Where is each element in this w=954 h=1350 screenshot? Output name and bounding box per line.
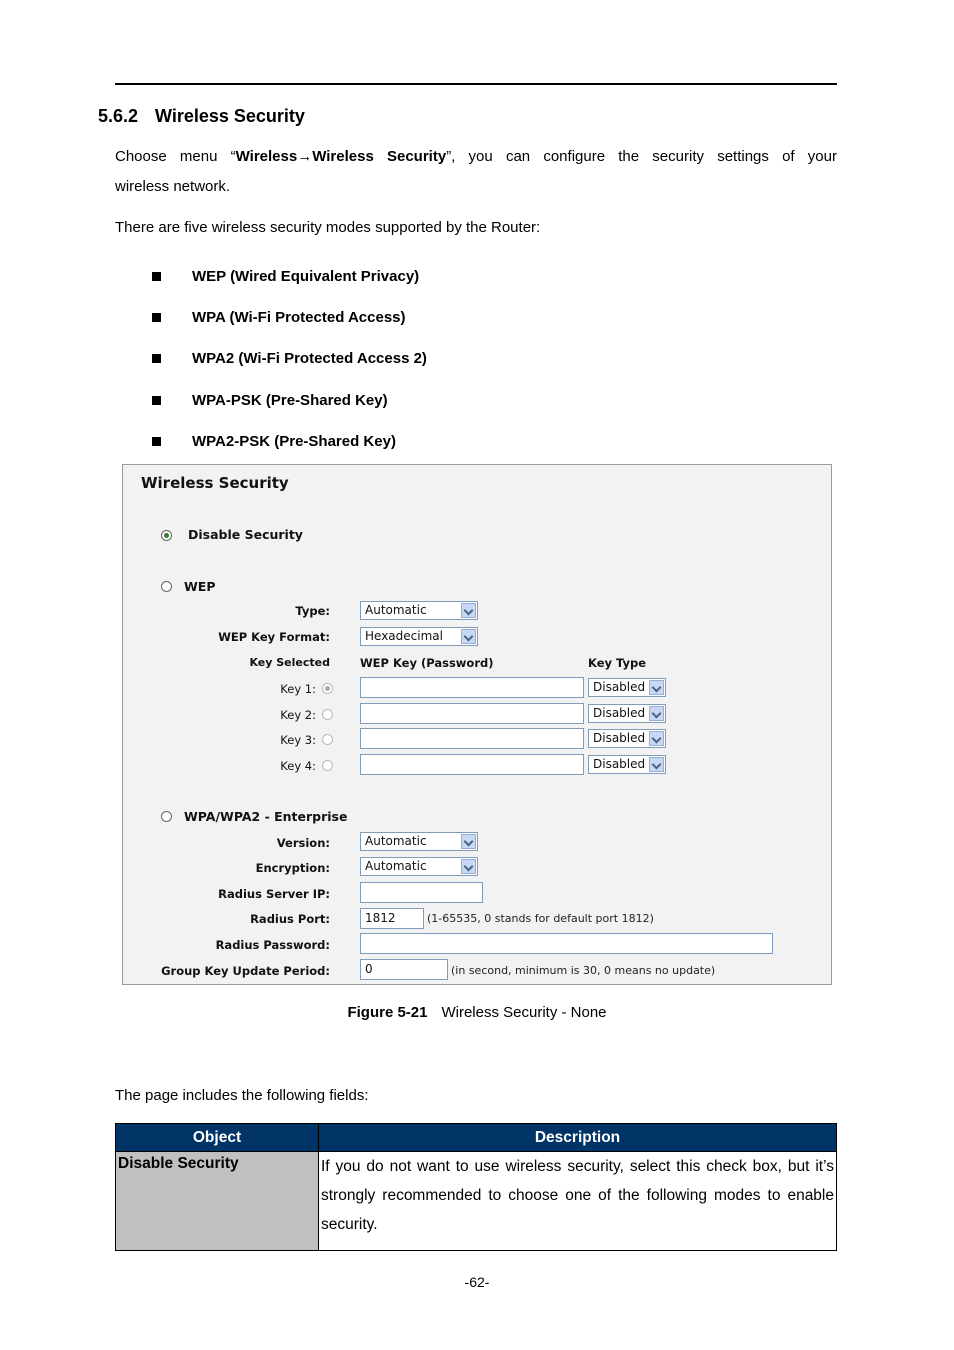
security-modes-list (152, 256, 427, 462)
table-cell-description: If you do not want to use wireless security, select this check box, but it’s strongly recommended to choose one of the following modes to enable security. (319, 1152, 837, 1251)
select-value: Disabled (593, 680, 646, 694)
key-type-column-header: Key Type (588, 656, 647, 670)
table-cell-object: Disable Security (116, 1152, 319, 1251)
chevron-down-icon[interactable] (649, 706, 664, 721)
key-selected-label: Key Selected (249, 656, 330, 669)
figure-number: Figure 5-21 (347, 1004, 428, 1021)
key-3-input[interactable] (360, 728, 584, 749)
select-value: Automatic (365, 834, 427, 848)
modes-intro: There are five wireless security modes supported by the Router: (115, 219, 541, 236)
select-value: Automatic (365, 603, 427, 617)
key-1-input[interactable] (360, 677, 584, 698)
menu-path-wireless-security: Wireless Security (312, 148, 447, 165)
key-2-input[interactable] (360, 703, 584, 724)
select-value: Disabled (593, 706, 646, 720)
wpa-enterprise-label: WPA/WPA2 - Enterprise (184, 809, 348, 824)
fields-intro: The page includes the following fields: (115, 1087, 369, 1104)
group-key-update-label: Group Key Update Period: (161, 964, 330, 978)
key-1-label: Key 1: (280, 682, 316, 696)
key-3-label: Key 3: (280, 733, 316, 747)
encryption-label: Encryption: (255, 861, 330, 875)
table-row (116, 1152, 837, 1251)
key-1-radio[interactable] (322, 683, 333, 694)
key-4-radio[interactable] (322, 760, 333, 771)
list-item (152, 338, 427, 379)
mode-label: WPA2 (Wi-Fi Protected Access 2) (192, 350, 427, 368)
fields-table (115, 1123, 837, 1251)
figure-caption-text: Wireless Security - None (441, 1004, 607, 1021)
figure-caption (0, 1004, 954, 1021)
page-number: -62- (464, 1274, 490, 1290)
wep-type-label: Type: (295, 604, 330, 618)
wireless-security-screenshot (122, 464, 832, 985)
wpa-enterprise-radio[interactable] (161, 811, 172, 822)
key-2-type-select[interactable] (588, 704, 666, 723)
key-3-type-select[interactable] (588, 729, 666, 748)
version-select[interactable] (360, 832, 478, 851)
key-3-radio[interactable] (322, 734, 333, 745)
radius-server-ip-label: Radius Server IP: (218, 887, 330, 901)
list-item (152, 256, 427, 297)
square-bullet-icon (152, 396, 161, 405)
wep-key-column-header: WEP Key (Password) (360, 656, 494, 670)
intro-text: Choose menu “ (115, 148, 236, 165)
radius-port-hint: (1-65535, 0 stands for default port 1812) (427, 912, 654, 925)
key-2-radio[interactable] (322, 709, 333, 720)
intro-paragraph (115, 142, 837, 172)
section-heading (98, 106, 305, 127)
radius-port-label: Radius Port: (250, 912, 330, 926)
version-label: Version: (276, 836, 330, 850)
select-value: Disabled (593, 731, 646, 745)
wep-key-format-label: WEP Key Format: (218, 630, 330, 644)
select-value: Automatic (365, 859, 427, 873)
key-4-label: Key 4: (280, 759, 316, 773)
table-header-description: Description (319, 1124, 837, 1152)
chevron-down-icon[interactable] (649, 757, 664, 772)
table-header-object: Object (116, 1124, 319, 1152)
radius-password-label: Radius Password: (215, 938, 330, 952)
mode-label: WPA2-PSK (Pre-Shared Key) (192, 432, 396, 450)
select-value: Disabled (593, 757, 646, 771)
disable-security-label: Disable Security (188, 527, 303, 542)
square-bullet-icon (152, 437, 161, 446)
square-bullet-icon (152, 313, 161, 322)
chevron-down-icon[interactable] (461, 859, 476, 874)
radius-port-input[interactable]: 1812 (360, 908, 424, 929)
menu-path-wireless: Wireless (235, 148, 298, 165)
wep-label: WEP (184, 579, 216, 594)
list-item (152, 421, 427, 462)
radius-password-input[interactable] (360, 933, 773, 954)
square-bullet-icon (152, 272, 161, 281)
wep-type-select[interactable] (360, 601, 478, 620)
list-item (152, 297, 427, 338)
mode-label: WPA-PSK (Pre-Shared Key) (192, 391, 388, 409)
encryption-select[interactable] (360, 857, 478, 876)
key-1-type-select[interactable] (588, 678, 666, 697)
menu-arrow: → (297, 148, 313, 165)
intro-paragraph-line2: wireless network. (115, 178, 231, 195)
section-number: 5.6.2 (98, 106, 139, 126)
select-value: Hexadecimal (365, 629, 443, 643)
mode-label: WPA (Wi-Fi Protected Access) (192, 309, 406, 327)
key-4-input[interactable] (360, 754, 584, 775)
group-key-update-input[interactable]: 0 (360, 959, 448, 980)
chevron-down-icon[interactable] (649, 731, 664, 746)
chevron-down-icon[interactable] (649, 680, 664, 695)
key-2-label: Key 2: (280, 708, 316, 722)
wep-key-format-select[interactable] (360, 627, 478, 646)
group-key-update-hint: (in second, minimum is 30, 0 means no update) (451, 964, 716, 977)
intro-text-cont: ”, you can configure the security settings of your (446, 148, 837, 165)
chevron-down-icon[interactable] (461, 834, 476, 849)
table-header-row (116, 1124, 837, 1152)
mode-label: WEP (Wired Equivalent Privacy) (192, 268, 420, 286)
disable-security-radio[interactable] (161, 530, 172, 541)
figure-panel-title: Wireless Security (141, 474, 289, 492)
key-4-type-select[interactable] (588, 755, 666, 774)
radius-server-ip-input[interactable] (360, 882, 483, 903)
section-title: Wireless Security (155, 106, 305, 126)
chevron-down-icon[interactable] (461, 629, 476, 644)
wep-radio[interactable] (161, 581, 172, 592)
header-rule (115, 83, 837, 85)
list-item (152, 380, 427, 421)
square-bullet-icon (152, 354, 161, 363)
chevron-down-icon[interactable] (461, 603, 476, 618)
